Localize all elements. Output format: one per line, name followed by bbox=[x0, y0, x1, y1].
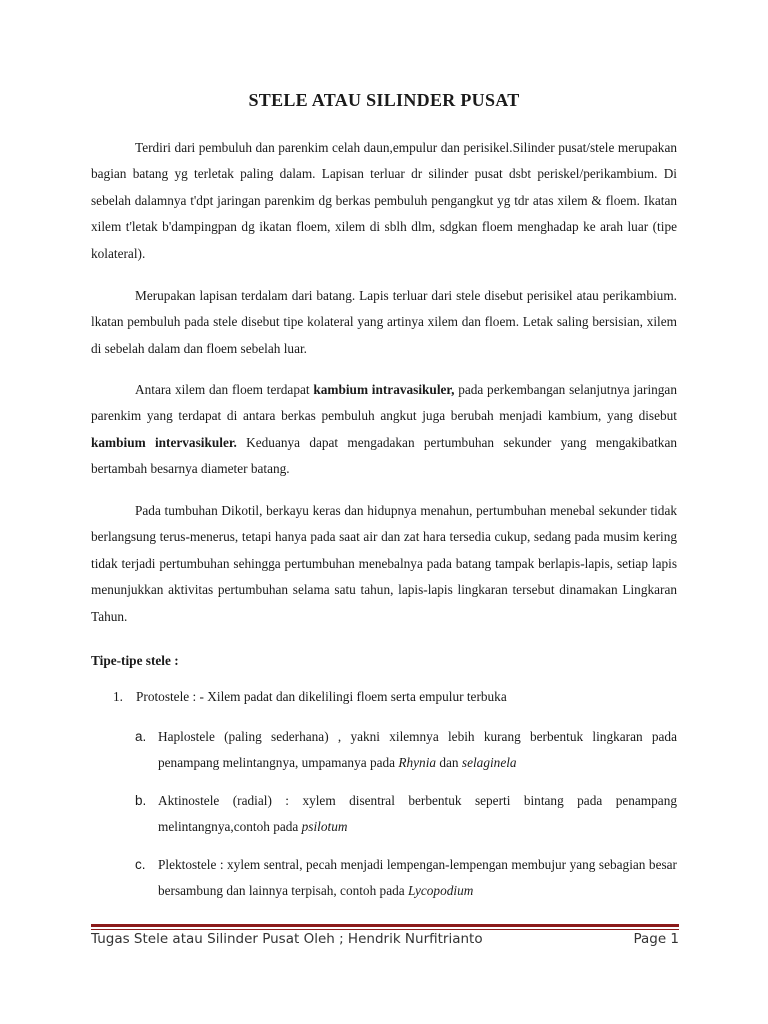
sub-item-c-letter: c. bbox=[135, 857, 146, 872]
footer-rule-thin bbox=[91, 929, 679, 930]
sub-item-c-text bbox=[158, 852, 677, 905]
paragraph-1: Terdiri dari pembuluh dan parenkim celah daun,empulur dan perisikel.Silinder pusat/stele merupakan bagian batang yg terletak paling dalam. Lapisan terluar dr silinder pusat dsbt periskel/perikambium. Di sebelah dalamnya t'dpt jaringan parenkim dg berkas pembuluh pengangkut yg tdr atas xilem & floem. Ikatan xilem t'letak b'dampingpan dg ikatan floem, xilem di sblh dlm, sdgkan floem menghadap ke arah luar (tipe kolateral). bbox=[91, 140, 677, 261]
sub-item-b-letter: b. bbox=[135, 793, 147, 808]
sub-item-a-species-1: Rhynia bbox=[398, 755, 437, 771]
paragraph-3 bbox=[91, 377, 677, 483]
paragraph-4: Pada tumbuhan Dikotil, berkayu keras dan hidupnya menahun, pertumbuhan menebal sekunder tidak berlangsung terus-menerus, tetapi hanya pada saat air dan zat hara tersedia cukup, sedang pada musim kering tidak terjadi pertumbuhan sehingga pertumbuhan menebalnya pada batang tampak berlapis-lapis, setiap lapis menunjukkan aktivitas pertumbuhan selama satu tahun, lapis-lapis lingkaran tersebut dinamakan Lingkaran Tahun. bbox=[91, 503, 677, 624]
footer-rule-thick bbox=[91, 924, 679, 927]
list-item-1-number: 1. bbox=[113, 689, 123, 704]
list-item-1-text: Protostele : - Xilem padat dan dikelilingi floem serta empulur terbuka bbox=[136, 689, 507, 704]
sub-item-b bbox=[135, 788, 677, 841]
sub-item-a-connector: dan bbox=[436, 755, 462, 771]
paragraph-3-bold-1: kambium intravasikuler, bbox=[313, 382, 455, 397]
paragraph-3-text-3: Keduanya dapat mengadakan pertumbuhan sekunder yang mengakibatkan bertambah besarnya diameter batang. bbox=[91, 434, 677, 477]
sub-item-c-species: Lycopodium bbox=[407, 883, 474, 899]
sub-item-c bbox=[135, 852, 677, 905]
paragraph-2: Merupakan lapisan terdalam dari batang. Lapis terluar dari stele disebut perisikel atau perikambium. lkatan pembuluh pada stele disebut tipe kolateral yang artinya xilem dan floem. Letak saling bersisian, xilem di sebelah dalam dan floem sebelah luar. bbox=[91, 288, 677, 356]
sub-item-a bbox=[135, 724, 677, 777]
page-footer bbox=[91, 931, 679, 947]
list-item-1 bbox=[113, 686, 677, 708]
sub-item-b-species: psilotum bbox=[301, 819, 348, 835]
types-heading: Tipe-tipe stele : bbox=[91, 653, 179, 668]
paragraph-3-text-1: Antara xilem dan floem terdapat bbox=[135, 382, 314, 397]
sub-item-b-body: Aktinostele (radial) : xylem disentral berbentuk seperti bintang pada penampang melintangnya,contoh pada bbox=[158, 793, 677, 835]
page-number: Page 1 bbox=[633, 931, 679, 947]
document-title: STELE ATAU SILINDER PUSAT bbox=[248, 90, 520, 110]
sub-item-a-text bbox=[158, 724, 677, 777]
paragraph-3-bold-2: kambium intervasikuler. bbox=[91, 434, 237, 450]
sub-item-c-body: Plektostele : xylem sentral, pecah menjadi lempengan-lempengan membujur yang sebagian besar bersambung dan lainnya terpisah, contoh pada bbox=[158, 857, 677, 899]
sub-item-a-species-2: selaginela bbox=[461, 755, 517, 771]
footer-text: Tugas Stele atau Silinder Pusat Oleh ; Hendrik Nurfitrianto bbox=[91, 931, 483, 947]
sub-item-a-body: Haplostele (paling sederhana) , yakni xilemnya lebih kurang berbentuk lingkaran pada penampang melintangnya, umpamanya pada bbox=[158, 729, 677, 771]
sub-item-a-letter: a. bbox=[135, 729, 147, 744]
sub-item-b-text bbox=[158, 788, 677, 841]
paragraph-3-text-2: pada perkembangan selanjutnya jaringan parenkim yang terdapat di antara berkas pembuluh angkut juga berubah menjadi kambium, yang disebut bbox=[91, 382, 677, 424]
